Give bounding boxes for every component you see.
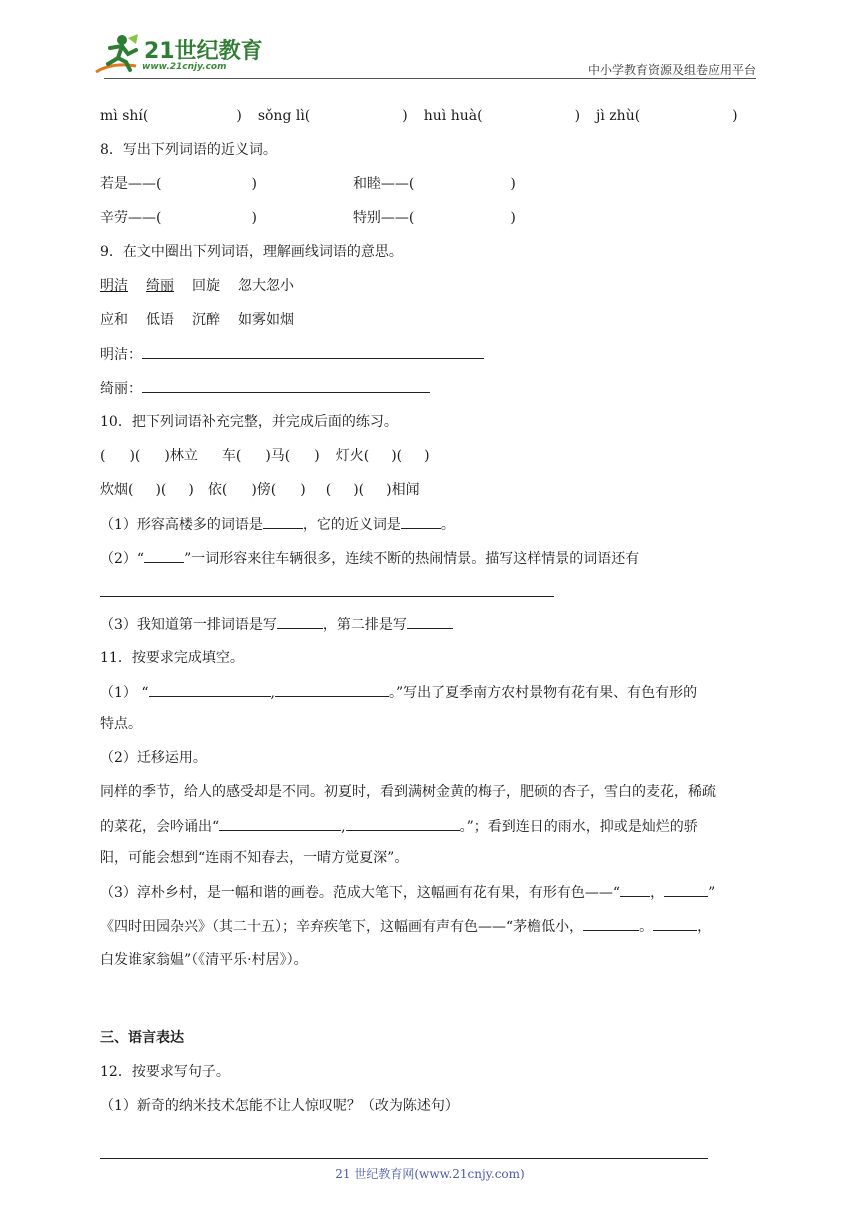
idiom-part: )相闻 bbox=[386, 482, 420, 498]
q8-word-4: 特别——( bbox=[352, 210, 415, 226]
q10-row2 bbox=[100, 480, 420, 500]
q10-text: （1）形容高楼多的词语是 bbox=[100, 517, 263, 533]
pinyin-2: sǒng lì( bbox=[257, 108, 311, 124]
q10-title: 10．把下列词语补充完整，并完成后面的练习。 bbox=[100, 414, 398, 430]
q12-title: 12．按要求写句子。 bbox=[100, 1064, 230, 1080]
q9-row2 bbox=[100, 310, 294, 330]
site-logo[interactable] bbox=[92, 32, 262, 80]
answer-blank[interactable] bbox=[407, 614, 453, 629]
pinyin-4: jì zhù( bbox=[596, 108, 641, 124]
idiom-part: 依( bbox=[207, 482, 228, 498]
q9-label: 明洁： bbox=[100, 347, 142, 363]
logo-text: 21世纪教育 bbox=[144, 39, 263, 64]
answer-blank[interactable] bbox=[149, 682, 271, 697]
idiom-part: )林立 bbox=[164, 448, 198, 464]
q11-text: , bbox=[270, 685, 275, 701]
q10-text: ，它的近义词是 bbox=[302, 517, 401, 533]
q8-word-1: 若是——( bbox=[100, 176, 162, 192]
answer-blank[interactable] bbox=[653, 916, 697, 931]
q11-para-1: 同样的季节，给人的感受却是不同。初夏时，看到满树金黄的梅子，肥硕的杏子，雪白的麦花，稀疏 bbox=[100, 784, 716, 800]
answer-blank[interactable] bbox=[620, 882, 650, 897]
paren-close: ) bbox=[510, 210, 516, 226]
paren: ) bbox=[188, 482, 194, 498]
runner-logo-icon bbox=[92, 32, 144, 78]
q9-row1 bbox=[100, 276, 294, 296]
q11-sub3-end: 白发谁家翁媪”（《清平乐·村居》）。 bbox=[100, 952, 308, 968]
q11-text: 。 bbox=[639, 919, 654, 935]
q10-row1 bbox=[100, 446, 430, 466]
idiom-part: 车( bbox=[221, 448, 242, 464]
q8-row2 bbox=[100, 208, 516, 228]
answer-blank[interactable] bbox=[263, 514, 303, 529]
answer-blank[interactable] bbox=[100, 582, 554, 597]
q12-sub1: （1）新奇的纳米技术怎能不让人惊叹呢？（改为陈述句） bbox=[100, 1098, 459, 1114]
q10-sub2 bbox=[100, 548, 639, 569]
page-header bbox=[0, 0, 860, 90]
answer-blank[interactable] bbox=[219, 816, 341, 831]
q9-word-underlined: 绮丽 bbox=[146, 278, 174, 294]
q11-sub2: （2）迁移运用。 bbox=[100, 750, 207, 766]
q9-word: 沉醉 bbox=[192, 312, 220, 328]
q11-text: 。”写出了夏季南方农村景物有花有果、有色有形的 bbox=[388, 685, 698, 701]
q11-text: 的菜花，会吟诵出“ bbox=[100, 819, 220, 835]
q11-para-2 bbox=[100, 816, 698, 837]
header-divider bbox=[104, 78, 756, 79]
q11-text: ， bbox=[650, 885, 665, 901]
q11-text: 《四时田园杂兴》（其二十五）；辛弃疾笔下，这幅画有声有色——“茅檐低小， bbox=[100, 919, 584, 935]
answer-blank[interactable] bbox=[583, 916, 639, 931]
paren-close: ) bbox=[402, 108, 408, 124]
q11-sub1 bbox=[100, 682, 697, 703]
paren: )( bbox=[353, 482, 365, 498]
q11-para-3: 阳，可能会想到“连雨不知春去，一晴方觉夏深”。 bbox=[100, 850, 409, 866]
paren-close: ) bbox=[251, 210, 257, 226]
q10-text: ”一词形容来往车辆很多，连续不断的热闹情景。描写这样情景的词语还有 bbox=[184, 551, 640, 567]
q11-sub1-cont: 特点。 bbox=[100, 716, 142, 732]
answer-blank[interactable] bbox=[277, 614, 323, 629]
q9-word-underlined: 明洁 bbox=[100, 278, 128, 294]
idiom-part: )马( bbox=[265, 448, 291, 464]
q9-word: 应和 bbox=[100, 312, 128, 328]
paren: ) bbox=[300, 482, 306, 498]
answer-blank[interactable] bbox=[401, 514, 441, 529]
paren: ) bbox=[314, 448, 320, 464]
q11-text: ” bbox=[708, 885, 716, 901]
q11-sub3 bbox=[100, 882, 715, 903]
idiom-part: )傍( bbox=[251, 482, 277, 498]
pinyin-3: huì huà( bbox=[423, 108, 483, 124]
q11-text: ， bbox=[697, 919, 712, 935]
q9-word: 回旋 bbox=[192, 278, 220, 294]
section-title: 三、语言表达 bbox=[100, 1030, 184, 1046]
q11-text: （1） “ bbox=[100, 685, 149, 701]
q10-text: 。 bbox=[440, 517, 455, 533]
pinyin-row bbox=[100, 106, 738, 126]
answer-blank[interactable] bbox=[142, 344, 484, 359]
logo-url: www.21cnjy.com bbox=[142, 62, 227, 72]
footer-link[interactable]: 21 世纪教育网(www.21cnjy.com) bbox=[335, 1167, 525, 1181]
paren: )( bbox=[391, 448, 403, 464]
q10-sub3 bbox=[100, 614, 453, 635]
paren: ) bbox=[424, 448, 430, 464]
q8-word-2: 和睦——( bbox=[352, 176, 415, 192]
q8-title: 8．写出下列词语的近义词。 bbox=[100, 142, 277, 158]
q11-text: （3）淳朴乡村，是一幅和谐的画卷。范成大笔下，这幅画有花有果，有形有色——“ bbox=[100, 885, 621, 901]
q9-answer-2 bbox=[100, 378, 430, 399]
q9-word: 忽大忽小 bbox=[238, 278, 294, 294]
paren-close: ) bbox=[510, 176, 516, 192]
answer-blank[interactable] bbox=[275, 682, 389, 697]
idiom-part: 炊烟( bbox=[100, 482, 134, 498]
q10-sub2-blank bbox=[100, 582, 554, 603]
q8-row1 bbox=[100, 174, 516, 194]
q10-text: （3）我知道第一排词语是写 bbox=[100, 617, 277, 633]
q11-sub3-cont bbox=[100, 916, 711, 937]
q9-word: 低语 bbox=[146, 312, 174, 328]
q9-title: 9．在文中圈出下列词语，理解画线词语的意思。 bbox=[100, 244, 403, 260]
answer-blank[interactable] bbox=[144, 548, 184, 563]
q9-answer-1 bbox=[100, 344, 484, 365]
q9-label: 绮丽： bbox=[100, 381, 142, 397]
footer-divider bbox=[100, 1158, 708, 1159]
answer-blank[interactable] bbox=[142, 378, 430, 393]
q11-title: 11．按要求完成填空。 bbox=[100, 650, 244, 666]
q8-word-3: 辛劳——( bbox=[100, 210, 162, 226]
paren-close: ) bbox=[574, 108, 581, 124]
q11-text: 。”；看到连日的雨水，抑或是灿烂的骄 bbox=[459, 819, 698, 835]
paren: )( bbox=[155, 482, 167, 498]
q11-text: , bbox=[341, 819, 346, 835]
answer-blank[interactable] bbox=[664, 882, 708, 897]
paren: )( bbox=[129, 448, 141, 464]
idiom-part: 灯火( bbox=[335, 448, 370, 464]
paren-close: ) bbox=[251, 176, 257, 192]
q10-sub1 bbox=[100, 514, 455, 535]
q9-word: 如雾如烟 bbox=[238, 312, 294, 328]
platform-title: 中小学教育资源及组卷应用平台 bbox=[587, 63, 756, 77]
paren-close: ) bbox=[732, 108, 738, 124]
q10-text: （2）“ bbox=[100, 551, 145, 567]
pinyin-1: mì shí( bbox=[100, 108, 149, 124]
paren: ( bbox=[325, 482, 332, 498]
q10-text: ，第二排是写 bbox=[322, 617, 407, 633]
answer-blank[interactable] bbox=[346, 816, 460, 831]
paren: ( bbox=[100, 448, 106, 464]
paren-close: ) bbox=[236, 108, 242, 124]
